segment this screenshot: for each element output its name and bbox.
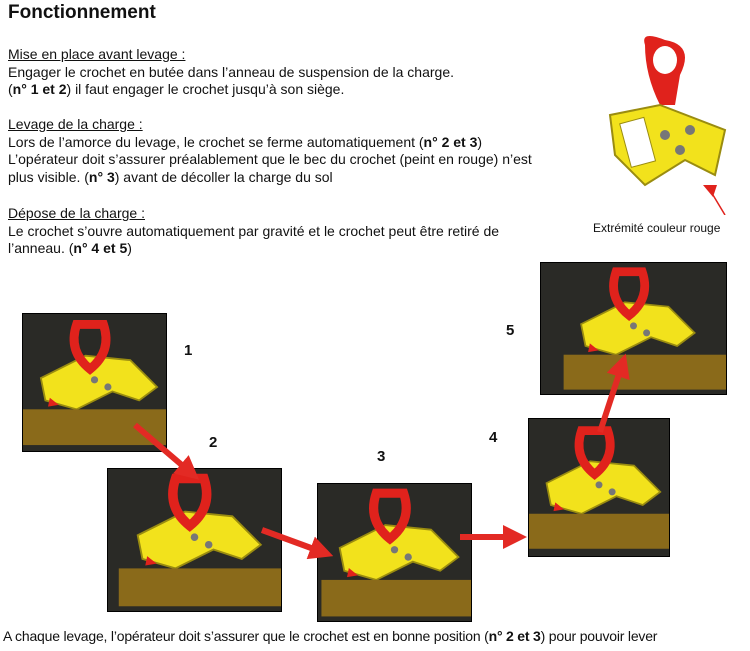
text-run: ) [477, 133, 483, 150]
arrow-2-to-3 [262, 530, 322, 552]
text-run: n° 1 et 2 [12, 81, 67, 97]
text-run: Lors de l’amorce du levage, le crochet se ferme automatiquement ( [8, 133, 424, 150]
footer-bold: n° 2 et 3 [488, 628, 541, 644]
section-heading: Dépose de la charge : [8, 205, 145, 221]
text-run: L’opérateur doit s’assurer préalablement que le bec du crochet (peint en rouge) n’est [8, 151, 532, 167]
text-run: n° 3 [88, 168, 115, 185]
arrow-1-to-2 [135, 425, 190, 472]
text-run: plus visible. ( [8, 168, 89, 185]
text-run: ) il faut engager le crochet jusqu’à son siège. [66, 81, 345, 97]
text-run: ) avant de décoller la charge du sol [114, 168, 333, 185]
text-run: l’anneau. ( [8, 240, 74, 256]
step-5-label: 5 [506, 322, 515, 339]
footer-text-end: ) pour pouvoir lever [540, 628, 658, 644]
section-heading: Levage de la charge : [8, 116, 143, 132]
step-2-label: 2 [209, 434, 218, 451]
text-run: n° 4 et 5 [73, 240, 128, 256]
text-run: Engager le crochet en butée dans l’anneau de suspension de la charge. [8, 63, 454, 80]
text-run: ( [8, 81, 13, 97]
step-1-label: 1 [184, 342, 193, 359]
page-title: Fonctionnement [8, 2, 156, 23]
step-3-label: 3 [377, 448, 386, 465]
text-run: Le crochet s’ouvre automatiquement par gravité et le crochet peut être retiré de [8, 222, 500, 239]
text-run: n° 2 et 3 [423, 133, 478, 150]
arrow-4-to-5 [600, 365, 622, 432]
footer-note [3, 628, 657, 644]
footer-text: A chaque levage, l’opérateur doit s’assurer que le crochet est en bonne position ( [3, 628, 489, 644]
step-4-label: 4 [489, 429, 498, 446]
text-run: ) [127, 240, 132, 256]
section-heading: Mise en place avant levage : [8, 46, 186, 62]
product-caption: Extrémité couleur rouge [593, 221, 721, 235]
